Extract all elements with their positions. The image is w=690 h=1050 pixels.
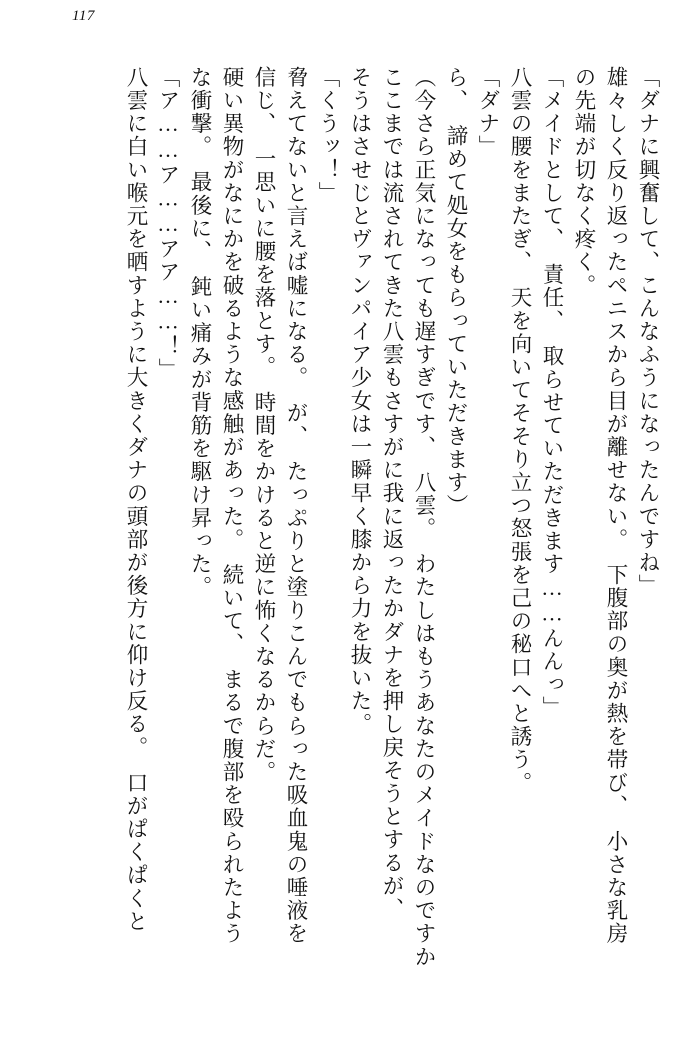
text-line: 雄々しく反り返ったペニスから目が離せない。 下腹部の奥が熱を帯び、 小さな乳房 [604, 66, 628, 946]
text-line: 八雲に白い喉元を晒すように大きくダナの頭部が後方に仰け反る。 口がぱくぱくと [124, 66, 148, 934]
text-line: 脅えてないと言えば嘘になる。 が、 たっぷりと塗りこんでもらった吸血鬼の唾液を [284, 66, 308, 946]
text-line: 「ア……ア……アア……！」 [156, 66, 180, 382]
text-line: な衝撃。 最後に、 鈍い痛みが背筋を駆け昇った。 [188, 66, 212, 599]
text-line: ら、 諦めて処女をもらっていただきます） [444, 66, 468, 518]
text-line: ここまでは流されてきた八雲もさすがに我に返ったかダナを押し戻そうとするが、 [380, 66, 404, 921]
text-line: 「くうッ！」 [316, 66, 340, 205]
text-line: 「ダナに興奮して、こんなふうになったんですね」 [636, 66, 660, 598]
page-number: 117 [72, 8, 95, 24]
text-line: 硬い異物がなにかを破るような感触があった。 続いて、 まるで腹部を殴られたよう [220, 66, 244, 946]
vertical-text-block [34, 66, 658, 1034]
text-line: （今さら正気になっても遅すぎです、 八雲。 わたしはもうあなたのメイドなのですか [412, 66, 436, 969]
text-line: 信じ、 一思いに腰を落とす。 時間をかけると逆に怖くなるからだ。 [252, 66, 276, 784]
text-line: の先端が切なく疼く。 [572, 66, 596, 297]
text-line: 「ダナ」 [476, 66, 500, 159]
text-line: 八雲の腰をまたぎ、 天を向いてそそり立つ怒張を己の秘口へと誘う。 [508, 66, 532, 795]
text-line: そうはさせじとヴァンパイア少女は一瞬早く膝から力を抜いた。 [348, 66, 372, 736]
text-line: 「メイドとして、 責任、 取らせていただきます……んんっ」 [540, 66, 564, 720]
